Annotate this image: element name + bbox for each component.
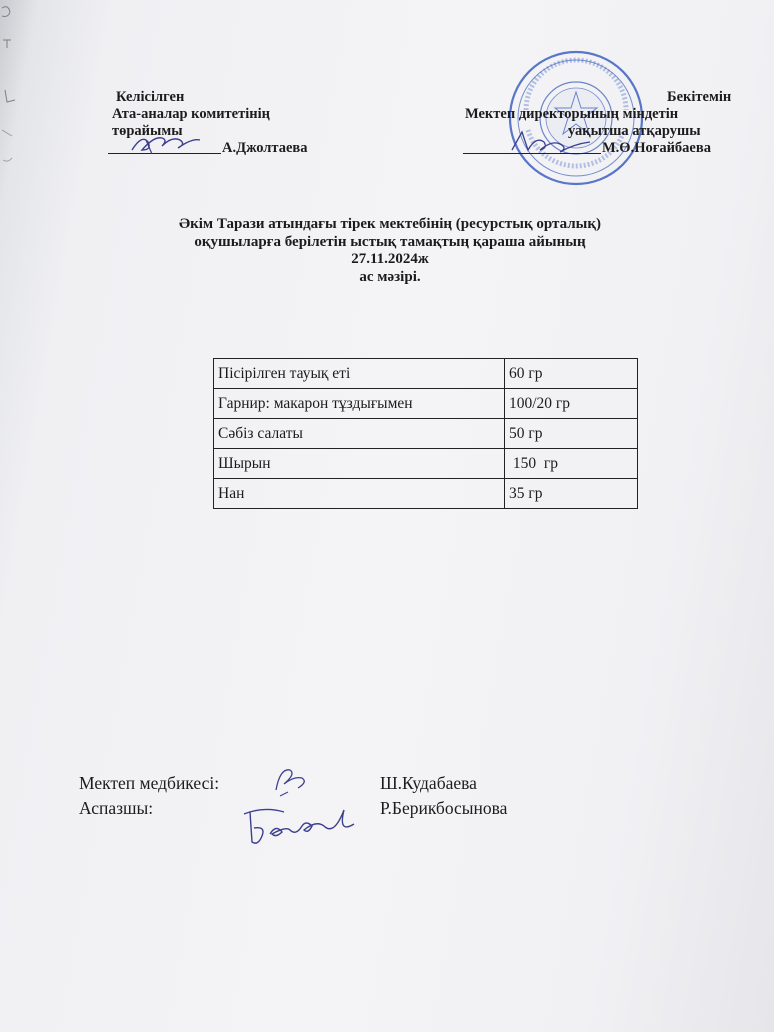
menu-title xyxy=(110,216,670,286)
table-row xyxy=(214,359,638,389)
table-row xyxy=(214,449,638,479)
nurse-label: Мектеп медбикесі: xyxy=(79,773,220,793)
menu-item-name: Сәбіз салаты xyxy=(214,419,505,449)
table-row xyxy=(214,389,638,419)
approval-left-line2: Ата-аналар комитетінің xyxy=(112,106,270,122)
nurse-name: Ш.Кудабаева xyxy=(380,773,477,793)
table-row xyxy=(214,419,638,449)
menu-item-amount: 100/20 гр xyxy=(505,389,638,419)
menu-item-name: Пісірілген тауық еті xyxy=(214,359,505,389)
menu-item-name: Шырын xyxy=(214,449,505,479)
signature-right-image xyxy=(508,126,598,158)
approval-left-signer: А.Джолтаева xyxy=(222,140,308,156)
title-line2: оқушыларға берілетін ыстық тамақтың қараша айының xyxy=(194,233,586,250)
menu-item-name: Гарнир: макарон тұздығымен xyxy=(214,389,505,419)
cook-name: Р.Берикбосынова xyxy=(380,798,508,818)
approval-left-line1: Келісілген xyxy=(116,89,185,105)
table-row xyxy=(214,479,638,509)
approval-left-line3: төрайымы xyxy=(112,123,183,139)
menu-table xyxy=(213,358,638,509)
signature-left-image xyxy=(128,128,204,158)
approval-right-line2: Мектеп директорының міндетін xyxy=(465,106,679,122)
approval-right-line1: Бекітемін xyxy=(667,89,732,105)
menu-item-name: Нан xyxy=(214,479,505,509)
approval-right-line3: уақытша атқарушы xyxy=(568,123,701,139)
margin-scraps xyxy=(0,0,22,260)
signature-cook-image xyxy=(236,800,368,858)
title-line4: ас мәзірі. xyxy=(359,268,421,285)
menu-item-amount: 35 гр xyxy=(505,479,638,509)
cook-label: Аспазшы: xyxy=(79,798,154,818)
menu-item-amount: 50 гр xyxy=(505,419,638,449)
title-date: 27.11.2024ж xyxy=(351,251,429,267)
menu-item-amount: 150 гр xyxy=(505,449,638,479)
approval-right-signer: М.Ө.Ноғайбаева xyxy=(602,140,711,156)
title-line1: Әкім Тарази атындағы тірек мектебінің (ресурстық орталық) xyxy=(179,216,601,232)
signature-nurse-image xyxy=(270,760,314,800)
menu-item-amount: 60 гр xyxy=(505,359,638,389)
